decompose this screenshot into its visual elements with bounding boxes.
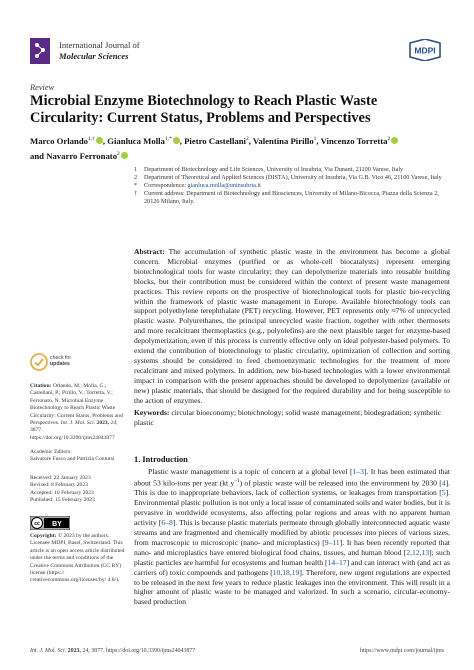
footer-doi-link[interactable]: 24, 3877. https://doi.org/10.3390/ijms24043877 xyxy=(82,648,196,654)
page-footer xyxy=(30,648,444,658)
intro-text: ]. Therefore, new urgent regulations are expected to be released in the next few years to reduce plastic leakages into the environment. This will result in a higher amount of plastic waste to be managed and valorized. In such a scenario, circular-economy-based production xyxy=(134,567,450,607)
citation-doi-link[interactable]: 3877. https://doi.org/10.3390/ijms24043877 xyxy=(30,427,115,441)
author-affiliation-mark: 1,* xyxy=(164,136,172,142)
orcid-icon[interactable] xyxy=(121,152,128,159)
keywords-text: circular bioeconomy; biotechnology; solid waste management; biodegradation; synthetic plastic xyxy=(134,408,442,427)
citation-link[interactable]: 5 xyxy=(441,488,446,498)
published-date: Published: 15 February 2023 xyxy=(30,497,95,504)
check-for-updates-icon xyxy=(30,353,48,371)
journal-title xyxy=(59,40,140,62)
footer-journal-url-link[interactable]: https://www.mdpi.com/journal/ijms xyxy=(359,648,444,654)
copyright-notice xyxy=(30,533,125,585)
revised-date: Revised: 8 February 2023 xyxy=(30,482,88,489)
cc-icon-text: cc xyxy=(34,521,40,527)
affiliation-item xyxy=(134,174,450,182)
citation-link[interactable]: 9–11 xyxy=(324,537,340,547)
author-affiliation-mark: 2 xyxy=(245,136,249,142)
author-list: Marco Orlando$^{1,\dagger}$ , Gianluca Molla$^{1,*}$ , Pietro Castellani$^2$, Valentina Pirillo$^1$, Vincenzo Torretta$^2$ and Navarro Ferronato$^2$ xyxy=(30,133,450,163)
footer-year: 2023, xyxy=(67,648,81,654)
citation-year: 2023, xyxy=(96,420,110,427)
intro-text: ]. This is because plastic materials permeate through globally interconnected aquatic waste streams and are fragmented and chemically modified by abiotic processes into pieces of various sizes, from macroscopic to microscopic (nano- and microplastics) [ xyxy=(134,518,451,547)
affiliation-mark: 2 xyxy=(134,174,138,182)
publication-dates xyxy=(30,475,125,505)
abstract-label: Abstract: xyxy=(134,247,165,256)
citation-label: Citation: xyxy=(30,383,52,389)
author-affiliation-mark: 1,† xyxy=(88,136,95,142)
intro-text: ]; such plastic particles are harmful for ecosystems and human health [ xyxy=(134,547,450,567)
affiliation-text: Current address: Department of Biotechnology and Biosciences, University of Milano-Bicocca, Piazza della Scienza 2, 20126 Milano, Italy. xyxy=(144,190,439,206)
keywords-label: Keywords: xyxy=(134,408,170,417)
intro-text: ) of plastic waste will be released into the environment by 2030 [ xyxy=(239,478,442,488)
footer-journal: Int. J. Mol. Sci. xyxy=(30,648,67,654)
citation-link[interactable]: 14–17 xyxy=(327,557,347,567)
author-name[interactable]: Pietro Castellani xyxy=(184,135,246,146)
journal-name: Molecular Sciences xyxy=(59,51,129,61)
section-heading: 1. Introduction xyxy=(134,455,188,464)
citation-title: Microbial Enzyme Biotechnology to Reach Plastic Waste Circularity: Current Status, Problems and Perspectives. xyxy=(30,397,123,427)
academic-editors xyxy=(30,449,125,464)
citation-link[interactable]: 6–8 xyxy=(161,518,173,528)
cc-by-license-icon[interactable] xyxy=(30,516,70,530)
by-icon-text: BY xyxy=(52,521,62,528)
citation-journal: Int. J. Mol. Sci. xyxy=(60,420,96,427)
intro-text: ]. It has been recently reported that nano- and microplastics have entered biological food chains, tissues, and human blood [ xyxy=(134,537,450,557)
check-for-updates-label xyxy=(50,355,71,368)
intro-text: ]. It has been estimated that about 53 kilo-tons per year (kt y xyxy=(134,467,450,488)
citation-link[interactable]: 1–3 xyxy=(352,467,364,476)
editors-label: Academic Editors: xyxy=(30,449,72,455)
abstract-text: The accumulation of synthetic plastic waste in the environment has become a global concern. Microbial enzymes (purified or as whole-cell biocatalysts) represent emerging biotechnological tools for waste circularity; they can depolymerize materials into reusable building blocks, but their contribution must be considered within the context of present waste management practices. This review reports on the prospective of biotechnological tools for plastic bio-recycling within the framework of plastic waste management in Europe. Available biotechnology tools can support polyethylene terephthalate (PET) recycling. However, PET represents only ≈7% of unrecycled plastic waste. Polyurethanes, the principal unrecycled waste fraction, together with other thermosets and more recalcitrant thermoplastics (e.g., polyolefins) are the next plausible target for enzyme-based depolymerization, even if this process is currently effective only on ideal polyester-based polymers. To extend the contribution of biotechnology to plastic circularity, optimization of collection and sorting systems should be considered to feed chemoenzymatic technologies for the treatment of more recalcitrant and mixed polymers. In addition, new bio-based technologies with a lower environmental impact in comparison with the present approaches should be developed to depolymerize (available or new) plastic materials, that should be designed for the required durability and for being susceptible to the action of enzymes. xyxy=(134,247,450,405)
affiliation-item xyxy=(134,190,450,206)
journal-prefix: International Journal of xyxy=(59,40,140,50)
citation-link[interactable]: 4 xyxy=(441,478,446,488)
affiliations xyxy=(134,166,450,206)
author-name[interactable]: Gianluca Molla xyxy=(107,135,165,146)
copyright-text: © 2023 by the authors. Licensee MDPI, Basel, Switzerland. This article is an open access article distributed under the terms and conditions of the Creative Commons Attribution (CC BY) license (https:// creativecommons.org/licenses/by/ 4.0/). xyxy=(30,533,125,584)
citation-authors: Orlando, M.; Molla, G.; Castellani, P.; Pirillo, V.; Torretta, V.; Ferronato, N. xyxy=(30,383,113,404)
editors-names: Salvatore Fusco and Patrizia Contursi xyxy=(30,456,115,463)
citation-link[interactable]: 10,18,19 xyxy=(272,567,300,577)
mdpi-logo xyxy=(406,39,444,61)
author-name[interactable]: Valentina Pirillo xyxy=(252,135,314,146)
introduction-paragraph xyxy=(134,467,450,607)
orcid-icon[interactable] xyxy=(173,137,180,144)
affiliation-mark: † xyxy=(134,190,138,198)
keywords xyxy=(134,408,450,428)
intro-text: Plastic waste management is a topic of concern at a global level [ xyxy=(148,467,353,476)
footer-citation xyxy=(30,648,195,654)
copyright-label: Copyright: xyxy=(30,533,57,539)
correspondence-email-link[interactable]: gianluca.molla@uninsubria.it xyxy=(187,182,261,190)
intro-superscript: −1 xyxy=(234,478,240,484)
journal-header xyxy=(30,36,444,70)
journal-molecule-icon xyxy=(30,38,50,64)
check-updates-line2: updates xyxy=(50,361,70,368)
citation-block xyxy=(30,383,125,442)
affiliation-mark: 1 xyxy=(134,166,138,173)
mdpi-logo-text: MDPI xyxy=(414,45,436,56)
author-affiliation-mark: 2 xyxy=(117,150,120,157)
author-name[interactable]: Marco Orlando xyxy=(30,135,88,146)
received-date: Received: 22 January 2023 xyxy=(30,475,91,481)
intro-text: ] and can interact with (and act as carriers of) toxic compounds and pathogens [ xyxy=(134,557,450,577)
abstract xyxy=(134,247,450,406)
correspondence-label: Correspondence: xyxy=(144,182,188,190)
citation-link[interactable]: 2,12,13 xyxy=(406,547,430,557)
citation-volume: 24, xyxy=(110,420,118,427)
orcid-icon[interactable] xyxy=(391,137,398,144)
check-for-updates-button[interactable] xyxy=(30,353,80,375)
orcid-icon[interactable] xyxy=(96,137,103,144)
author-affiliation-mark: 2 xyxy=(387,136,391,142)
correspondence xyxy=(134,182,450,190)
accepted-date: Accepted: 10 February 2023 xyxy=(30,489,94,496)
affiliation-item xyxy=(134,166,450,174)
check-updates-line1: check for xyxy=(50,355,72,361)
affiliation-text: Department of Biotechnology and Life Sciences, University of Insubria, Via Dunant, 21100 Varese, Italy xyxy=(144,166,404,173)
intro-text: ]. This is due to inappropriate behaviors, lack of collection systems, or leakages from transportation [ xyxy=(134,478,450,498)
intro-text: ]. Environmental plastic pollution is not only a local issue of contaminated soils and water bodies, but it is pervasive in worldwide ecosystems, also affecting polar regions and areas with no apparent human activity [ xyxy=(134,488,450,528)
author-name[interactable]: Vincenzo Torretta xyxy=(320,135,388,146)
affiliation-mark: * xyxy=(134,182,138,190)
affiliation-text: Department of Theoretical and Applied Sciences (DISTA), University of Insubria, Via G.B. Vico 46, 21100 Varese, Italy xyxy=(144,174,442,182)
author-affiliation-mark: 1 xyxy=(313,136,317,142)
article-title: Microbial Enzyme Biotechnology to Reach Plastic Waste Circularity: Current Status, Problems and Perspectives xyxy=(30,93,378,126)
article-type: Review xyxy=(30,83,55,92)
author-name[interactable]: Navarro Ferronato xyxy=(46,150,118,161)
